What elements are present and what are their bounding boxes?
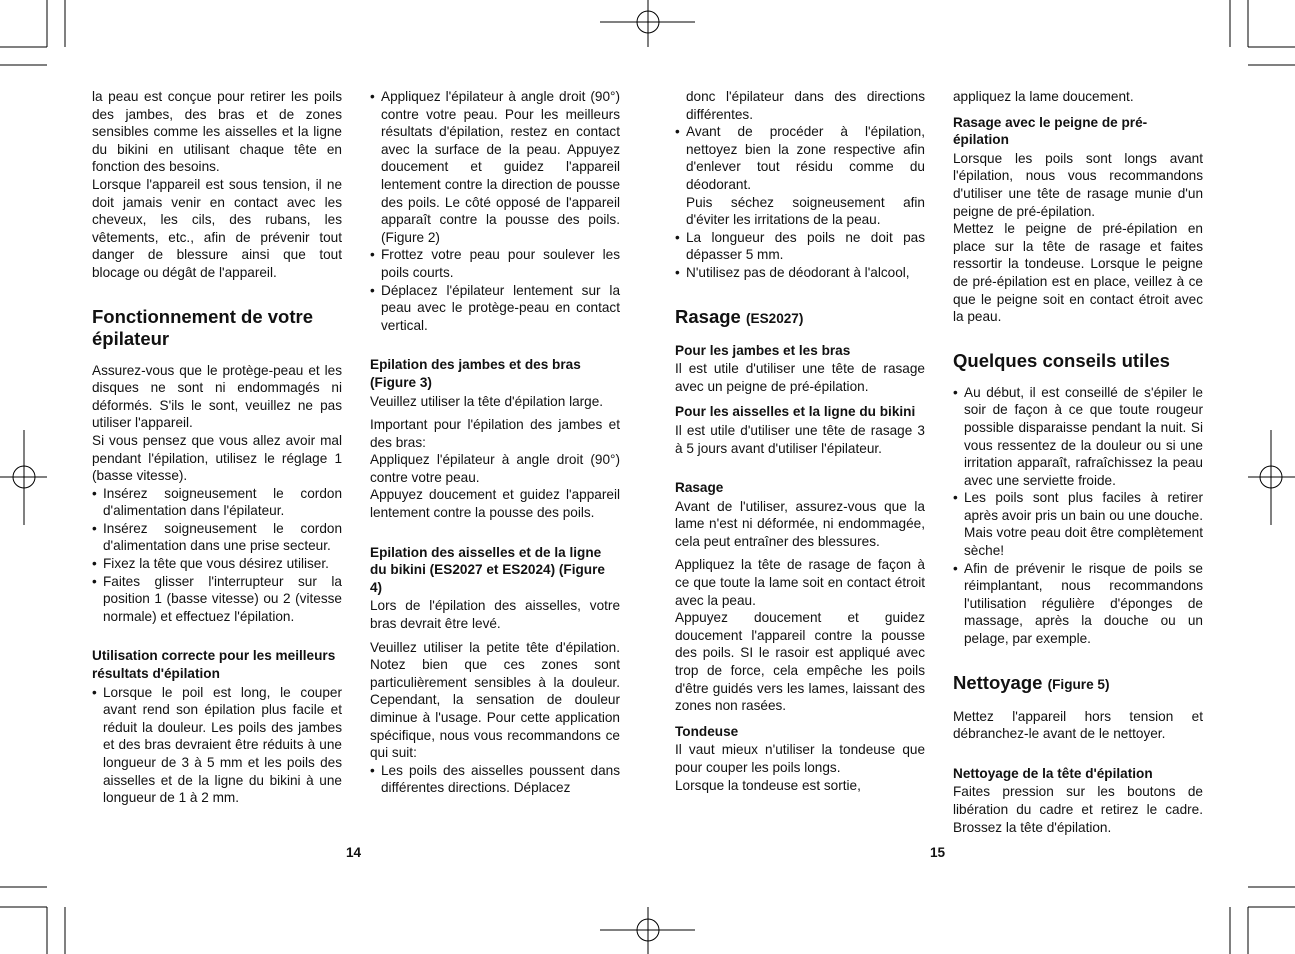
paragraph: Lors de l'épilation des aisselles, votre bras devrait être levé. bbox=[370, 598, 620, 632]
subheading-nettoyage-tete: Nettoyage de la tête d'épilation bbox=[953, 765, 1153, 781]
paragraph: Mettez l'appareil hors tension et débranchez-le avant de le nettoyer. bbox=[953, 708, 1203, 742]
list-item: • Insérez soigneusement le cordon d'alimentation dans l'épilateur. bbox=[92, 485, 342, 520]
column-3 bbox=[675, 88, 925, 794]
column-2 bbox=[370, 88, 620, 797]
paragraph: Lorsque l'appareil est sous tension, il ne doit jamais venir en contact avec les cheveux, les cils, des rubans, les vêtements, etc., afin de prévenir tout danger de blessure ainsi que tout blocage ou dégât de l'appareil. bbox=[92, 176, 342, 280]
list-item: • Lorsque le poil est long, le couper avant rend son épilation plus facile et réduit la douleur. Les poils des jambes et des bras devraient être réduits à une longueur de 3 à 5 mm et les poils des aisselles et de la ligne du bikini à une longueur de 1 à 2 mm. bbox=[92, 684, 342, 807]
paragraph: Appuyez doucement et guidez l'appareil lentement contre la pousse des poils. bbox=[370, 487, 620, 521]
list-item: • Fixez la tête que vous désirez utiliser. bbox=[92, 555, 342, 573]
list-item-text: Avant de procéder à l'épilation, nettoyez bien la zone respective afin d'enlever tout résidu comme du déodorant. bbox=[686, 124, 925, 192]
paragraph: Il est utile d'utiliser une tête de rasage avec un peigne de pré-épilation. bbox=[675, 361, 925, 394]
paragraph: Mettez le peigne de pré-épilation en place sur la tête de rasage et faites ressortir la tondeuse. Lorsque le peigne de pré-épilation est en place, veillez à ce que le peigne soit en contact étroit avec la peau. bbox=[953, 221, 1203, 325]
subheading-peigne: Rasage avec le peigne de pré-épilation bbox=[953, 114, 1148, 148]
list-item: • Faites glisser l'interrupteur sur la position 1 (basse vitesse) ou 2 (vitesse normale) et effectuez l'épilation. bbox=[92, 573, 342, 626]
paragraph: Il vaut mieux n'utiliser la tondeuse que pour couper les poils longs. bbox=[675, 742, 925, 775]
paragraph: Appliquez l'épilateur à angle droit (90°) contre votre peau. bbox=[370, 452, 620, 485]
bullet-list bbox=[370, 762, 620, 797]
section-heading-fonctionnement: Fonctionnement de votre épilateur bbox=[92, 305, 313, 349]
column-1 bbox=[92, 88, 342, 807]
subheading-rasage: Rasage bbox=[675, 480, 724, 496]
model-number: (ES2027) bbox=[745, 310, 804, 326]
paragraph: Important pour l'épilation des jambes et des bras: bbox=[370, 417, 620, 450]
list-item: • N'utilisez pas de déodorant à l'alcool, bbox=[675, 264, 925, 282]
section-heading-rasage bbox=[675, 306, 925, 330]
subheading-utilisation: Utilisation correcte pour les meilleurs résultats d'épilation bbox=[92, 648, 336, 682]
list-item: • La longueur des poils ne doit pas dépasser 5 mm. bbox=[675, 229, 925, 264]
list-item: • Déplacez l'épilateur lentement sur la peau avec le protège-peau en contact vertical. bbox=[370, 282, 620, 335]
subheading-aisselles-bikini: Epilation des aisselles et de la ligne du bikini (ES2027 et ES2024) (Figure 4) bbox=[370, 544, 605, 595]
heading-text: Nettoyage bbox=[953, 671, 1043, 693]
list-item: • Au début, il est conseillé de s'épiler le soir de façon à ce que toute rougeur possible disparaisse pendant la nuit. Si vous ressentez de la douleur ou si une irritation apparaît, rafraîchissez la peau avec une serviette froide. bbox=[953, 384, 1203, 490]
paragraph: Faites pression sur les boutons de libération du cadre et retirez le cadre. Brossez la tête d'épilation. bbox=[953, 784, 1203, 835]
subheading-jambes-bras: Epilation des jambes et des bras (Figure 3) bbox=[370, 357, 581, 390]
section-heading-nettoyage bbox=[953, 672, 1203, 696]
paragraph: Veuillez utiliser la tête d'épilation large. bbox=[370, 393, 604, 409]
paragraph: la peau est conçue pour retirer les poils des jambes, des bras et de zones sensibles comme les aisselles et la ligne du bikini en utilisant chaque tête en fonction des besoins. bbox=[92, 89, 342, 175]
section-heading-conseils: Quelques conseils utiles bbox=[953, 349, 1170, 371]
list-item: • Les poils des aisselles poussent dans différentes directions. Déplacez bbox=[370, 762, 620, 797]
paragraph: Appuyez doucement et guidez doucement l'appareil contre la pousse des poils. SI le rasoir est appliqué avec trop de force, cela empêche les poils d'être guidés vers les lames, laissant des zones non rasées. bbox=[675, 610, 925, 714]
column-4 bbox=[953, 88, 1203, 836]
paragraph: Lorsque la tondeuse est sortie, bbox=[675, 777, 861, 793]
subheading-pour-jambes: Pour les jambes et les bras bbox=[675, 342, 851, 358]
bullet-list bbox=[953, 384, 1203, 648]
page-number-left: 14 bbox=[346, 845, 362, 860]
list-item: • Frottez votre peau pour soulever les poils courts. bbox=[370, 246, 620, 281]
figure-reference: (Figure 5) bbox=[1047, 676, 1110, 692]
paragraph: Lorsque les poils sont longs avant l'épilation, nous vous recommandons d'utiliser une tête de rasage munie d'un peigne de pré-épilation. bbox=[953, 150, 1203, 219]
list-item: • Afin de prévenir le risque de poils se réimplantant, nous recommandons l'utilisation régulière d'éponges de massage, après la douche ou un pelage, par exemple. bbox=[953, 560, 1203, 648]
paragraph: Assurez-vous que le protège-peau et les disques ne sont ni endommagés ni déformés. S'ils le sont, veuillez ne pas utiliser l'appareil. bbox=[92, 362, 342, 431]
paragraph: Veuillez utiliser la petite tête d'épilation. Notez bien que ces zones sont particulièrement sensibles à la douleur. Cependant, la sensation de douleur diminue à l'usage. Pour cette application spécifique, nous vous recommandons ce qui suit: bbox=[370, 639, 620, 761]
subheading-tondeuse: Tondeuse bbox=[675, 723, 739, 739]
bullet-list bbox=[92, 684, 342, 807]
paragraph: donc l'épilateur dans des directions différentes. bbox=[686, 89, 925, 122]
list-item: • Appliquez l'épilateur à angle droit (90°) contre votre peau. Pour les meilleurs résultats d'épilation, restez en contact avec la surface de la peau. Appuyez doucement et guidez l'appareil lentement contre la direction de pousse des poils. Le côté opposé de l'appareil apparaît contre la pousse des poils.(Figure 2) bbox=[370, 88, 620, 246]
list-item-text: Puis séchez soigneusement afin d'éviter les irritations de la peau. bbox=[686, 194, 925, 228]
page-number-right: 15 bbox=[930, 845, 946, 860]
list-item: • Insérez soigneusement le cordon d'alimentation dans une prise secteur. bbox=[92, 520, 342, 555]
paragraph: Il est utile d'utiliser une tête de rasage 3 à 5 jours avant d'utiliser l'épilateur. bbox=[675, 422, 925, 456]
list-item: • Les poils sont plus faciles à retirer après avoir pris un bain ou une douche. Mais votre peau doit être complètement sèche! bbox=[953, 489, 1203, 559]
paragraph: Avant de l'utiliser, assurez-vous que la lame n'est ni déformée, ni endommagée, cela peut entraîner des blessures. bbox=[675, 498, 925, 549]
heading-text: Rasage bbox=[675, 305, 741, 327]
subheading-pour-aisselles: Pour les aisselles et la ligne du bikini bbox=[675, 404, 916, 420]
bullet-list bbox=[675, 123, 925, 281]
paragraph: Appliquez la tête de rasage de façon à ce que toute la lame soit en contact étroit avec la peau. bbox=[675, 557, 925, 608]
bullet-list bbox=[370, 88, 620, 334]
list-item bbox=[675, 123, 925, 229]
paragraph: Si vous pensez que vous allez avoir mal pendant l'épilation, utilisez le réglage 1 (basse vitesse). bbox=[92, 432, 342, 484]
bullet-list bbox=[92, 485, 342, 626]
paragraph: appliquez la lame doucement. bbox=[953, 89, 1134, 104]
